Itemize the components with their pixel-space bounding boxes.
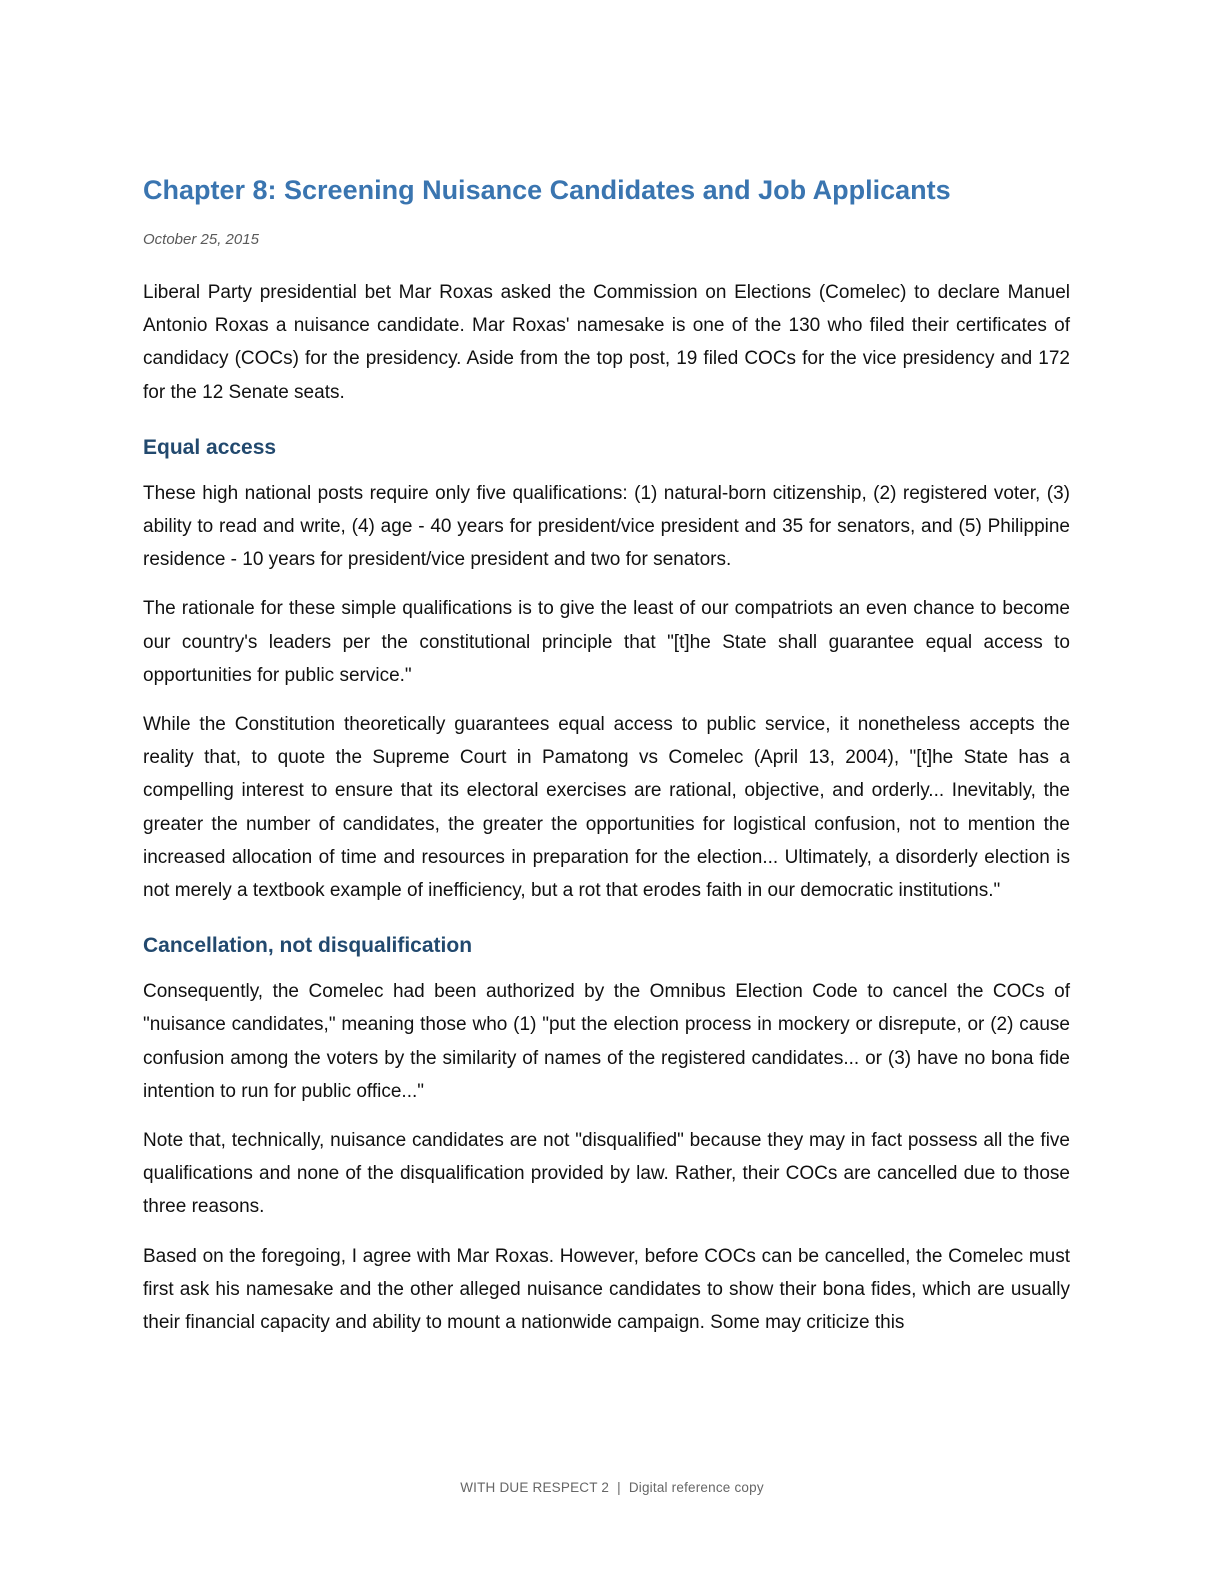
footer-label: Digital reference copy — [628, 1480, 764, 1495]
paragraph-not-disqualified: Note that, technically, nuisance candidates are not "disqualified" because they may in fact possess all the five qualifications and none of the disqualification provided by law. Rather, their COCs are cancelled due to those three reasons. — [143, 1130, 1070, 1218]
paragraph-qualifications: These high national posts require only five qualifications: (1) natural-born citizenship, (2) registered voter, (3) ability to read and write, (4) age - 40 years for president/vice president and 35 for senators, and (5) Philippine residence - 10 years for president/vice president and two for senators. — [143, 482, 1070, 571]
publication-date: October 25, 2015 — [143, 231, 259, 248]
paragraph-omnibus-code: Consequently, the Comelec had been authorized by the Omnibus Election Code to cancel the COCs of "nuisance candidates," meaning those who (1) "put the election process in mockery or disrepute, or (2) cause confusion among the voters by the similarity of names of the registered candidates... or (3) have no bona fide intention to run for public office..." — [143, 981, 1070, 1102]
paragraph-pamatong-quote: While the Constitution theoretically guarantees equal access to public service, it nonetheless accepts the reality that, to quote the Supreme Court in Pamatong vs Comelec (April 13, 2004), "[t]he State has a compelling interest to ensure that its electoral exercises are rational, objective, and orderly... Inevitably, the greater the number of candidates, the greater the opportunities for logistical confusion, not to mention the increased allocation of time and resources in preparation for the election... Ultimately, a disorderly election is not merely a textbook example of inefficiency, but a rot that erodes faith in our democratic institutions." — [143, 714, 1070, 902]
footer-book-title: WITH DUE RESPECT 2 — [460, 1480, 610, 1495]
section-heading-cancellation: Cancellation, not disqualification — [143, 934, 473, 958]
paragraph-rationale: The rationale for these simple qualifications is to give the least of our compatriots an even chance to become our country's leaders per the constitutional principle that "[t]he State shall guarantee equal access to opportunities for public service." — [143, 598, 1070, 686]
paragraph-agree-roxas: Based on the foregoing, I agree with Mar Roxas. However, before COCs can be cancelled, the Comelec must first ask his namesake and the other alleged nuisance candidates to show their bona fides, which are usually their financial capacity and ability to mount a nationwide campaign. Some may criticize this — [143, 1245, 1070, 1334]
section-heading-equal-access: Equal access — [143, 435, 277, 459]
page-body — [143, 172, 1070, 1339]
intro-paragraph: Liberal Party presidential bet Mar Roxas asked the Commission on Elections (Comelec) to declare Manuel Antonio Roxas a nuisance candidate. Mar Roxas' namesake is one of the 130 who filed their certificates of candidacy (COCs) for the presidency. Aside from the top post, 19 filed COCs for the vice presidency and 172 for the 12 Senate seats. — [143, 282, 1070, 403]
chapter-title: Chapter 8: Screening Nuisance Candidates and Job Applicants — [143, 175, 951, 205]
page-footer — [0, 1480, 1224, 1495]
footer-separator: | — [617, 1480, 621, 1495]
